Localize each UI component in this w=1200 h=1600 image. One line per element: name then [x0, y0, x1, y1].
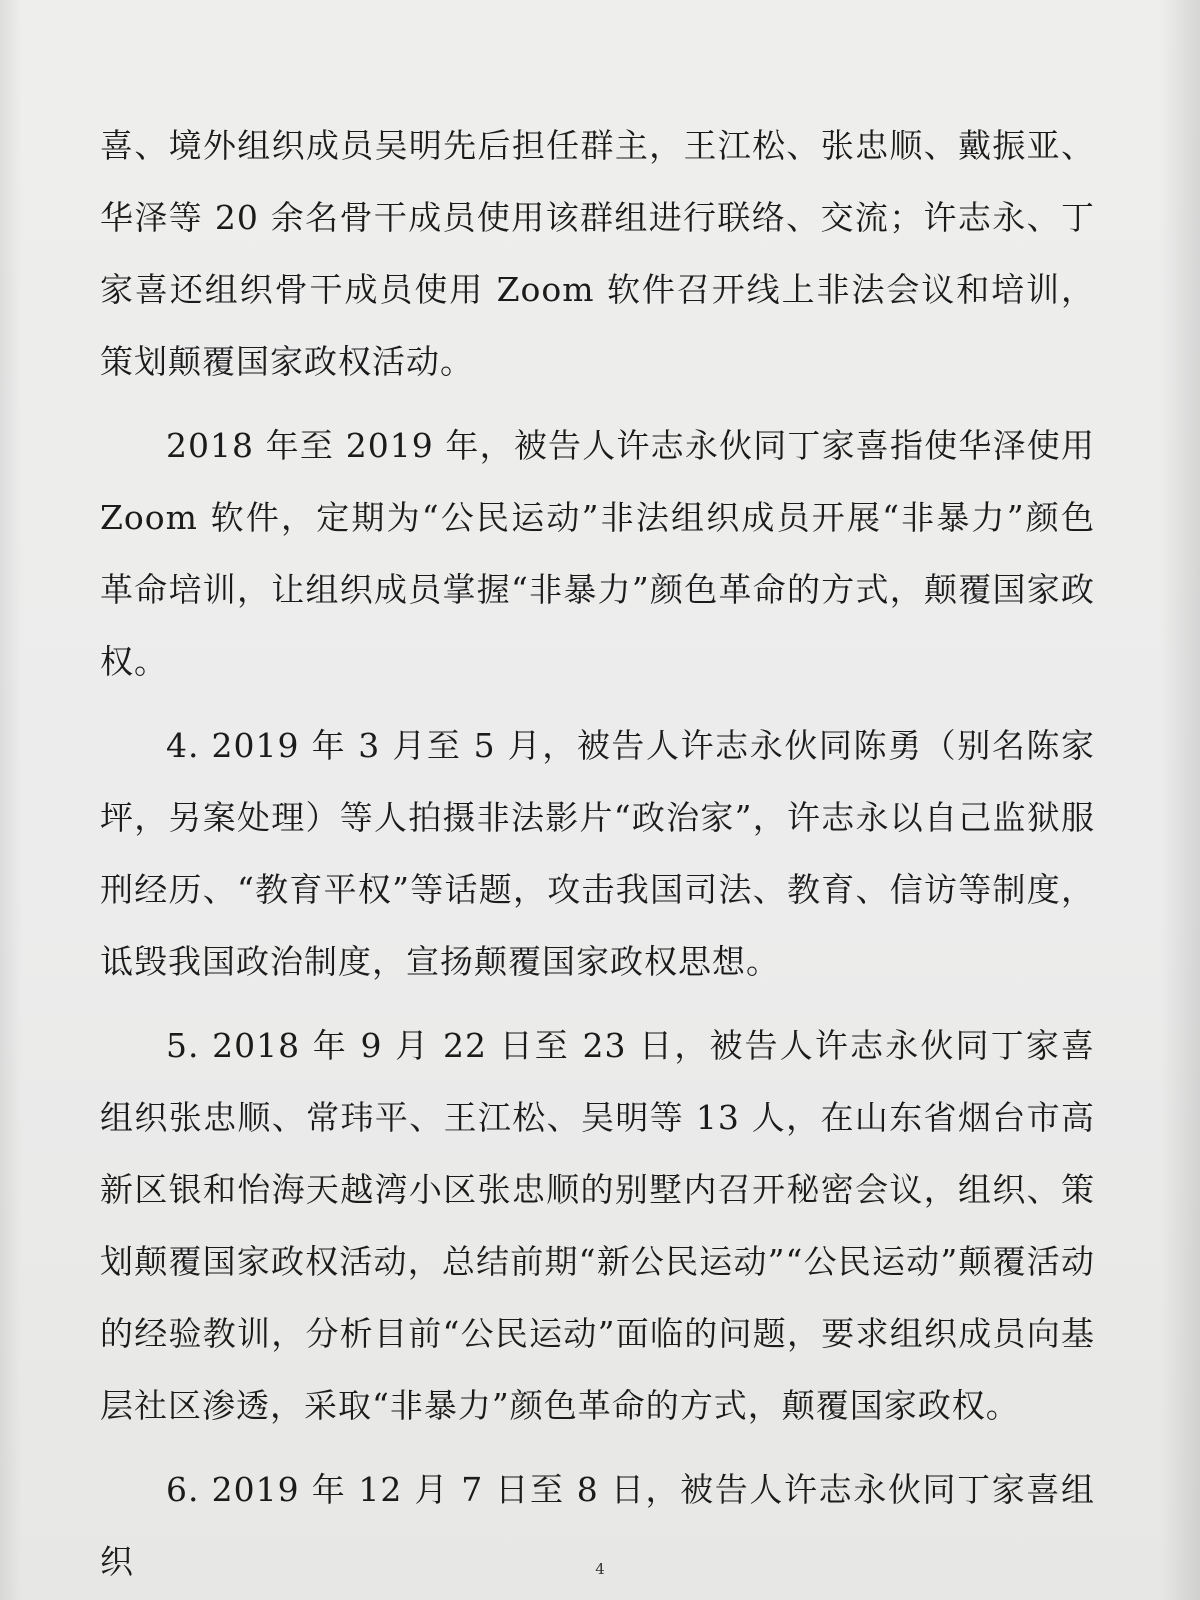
paragraph-zoom-training: 2018 年至 2019 年，被告人许志永伙同丁家喜指使华泽使用 Zoom 软件，定期为“公民运动”非法组织成员开展“非暴力”颜色革命培训，让组织成员掌握“非暴力”颜色革命的方式，颠覆国家政权。: [100, 426, 1095, 681]
paragraph-continued: 喜、境外组织成员吴明先后担任群主，王江松、张忠顺、戴振亚、华泽等 20 余名骨干成员使用该群组进行联络、交流；许志永、丁家喜还组织骨干成员使用 Zoom 软件召开线上非法会议和培训，策划颠覆国家政权活动。: [100, 126, 1095, 381]
page-left-shadow: [0, 0, 22, 1600]
page-number: 4: [595, 1560, 605, 1578]
page-right-shadow: [1160, 0, 1200, 1600]
paragraph-item-4: 4. 2019 年 3 月至 5 月，被告人许志永伙同陈勇（别名陈家坪，另案处理）等人拍摄非法影片“政治家”，许志永以自己监狱服刑经历、“教育平权”等话题，攻击我国司法、教育、信访等制度，诋毁我国政治制度，宣扬颠覆国家政权思想。: [100, 726, 1095, 981]
paragraph-item-5: 5. 2018 年 9 月 22 日至 23 日，被告人许志永伙同丁家喜组织张忠顺、常玮平、王江松、吴明等 13 人，在山东省烟台市高新区银和怡海天越湾小区张忠顺的别墅内召开秘密会议，组织、策划颠覆国家政权活动，总结前期“新公民运动”“公民运动”颠覆活动的经验教训，分析目前“公民运动”面临的问题，要求组织成员向基层社区渗透，采取“非暴力”颜色革命的方式，颠覆国家政权。: [100, 1026, 1095, 1425]
paragraph-item-6: 6. 2019 年 12 月 7 日至 8 日，被告人许志永伙同丁家喜组织: [100, 1470, 1095, 1581]
document-body: [100, 110, 1095, 1598]
